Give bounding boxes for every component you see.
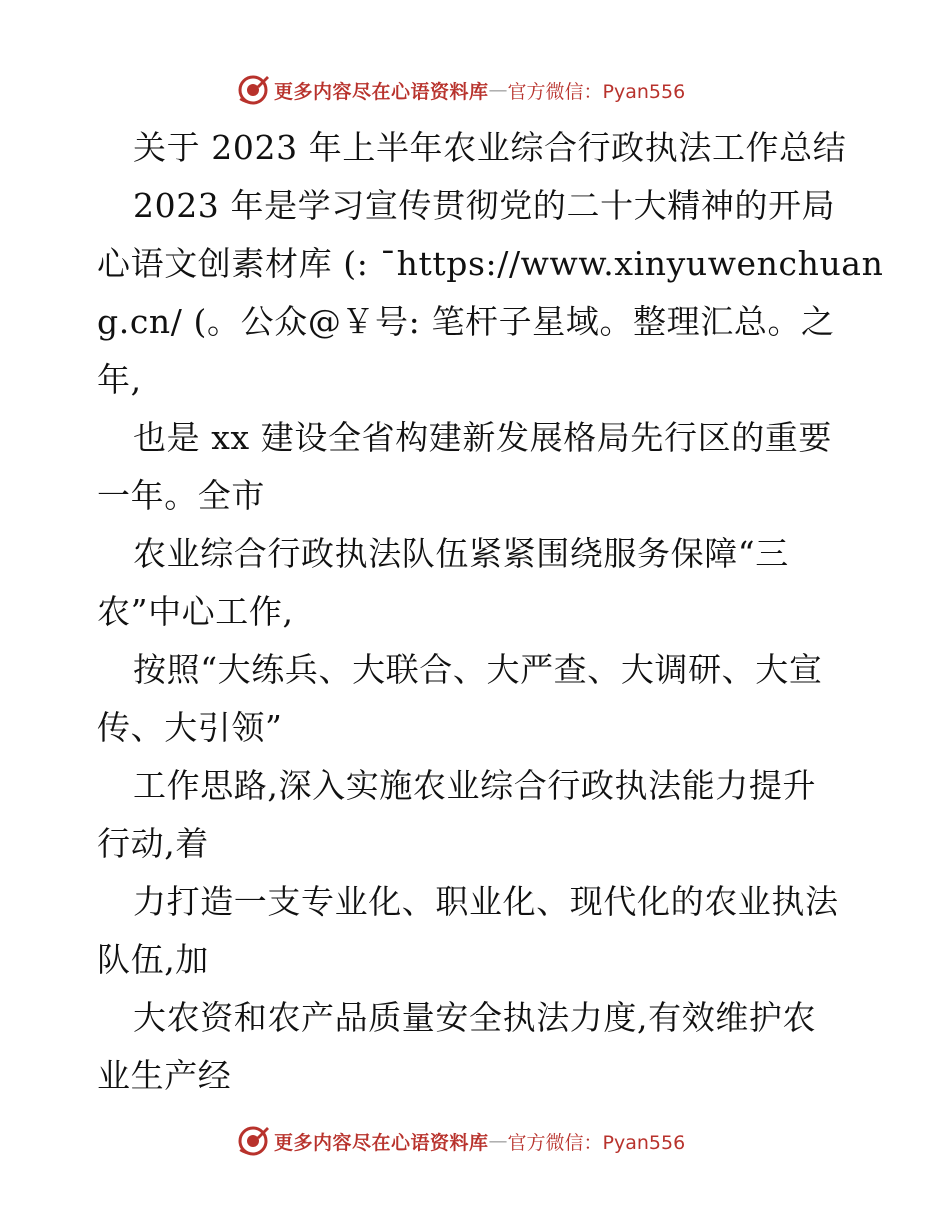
banner-separator: —: [488, 1130, 508, 1152]
paragraph-line: 也是 xx 建设全省构建新发展格局先行区的重要: [133, 418, 833, 457]
pen-logo-icon: [236, 73, 270, 107]
paragraph-line: 大农资和农产品质量安全执法力度,有效维护农: [133, 998, 817, 1037]
paragraph-line: 农业综合行政执法队伍紧紧围绕服务保障“三: [133, 534, 789, 573]
paragraph-line: 传、大引领”: [97, 708, 283, 747]
paragraph-line: 心语文创素材库 (: ¯https://www.xinyuwenchuan: [97, 244, 884, 283]
header-banner: [236, 72, 685, 108]
banner-separator: —: [488, 79, 508, 101]
banner-contact: 官方微信：Pyan556: [507, 1131, 686, 1154]
paragraph-line: 农”中心工作,: [97, 592, 294, 631]
footer-banner: [236, 1123, 685, 1159]
paragraph-line: 力打造一支专业化、职业化、现代化的农业执法: [133, 882, 839, 921]
banner-slogan: 更多内容尽在心语资料库: [274, 1131, 489, 1154]
pen-logo-icon: [236, 1124, 270, 1158]
paragraph-line: 按照“大练兵、大联合、大严查、大调研、大宣: [133, 650, 823, 689]
paragraph-line: 行动,着: [97, 824, 209, 863]
document-title: 关于 2023 年上半年农业综合行政执法工作总结: [133, 128, 847, 167]
paragraph-line: 年,: [97, 360, 142, 399]
paragraph-line: 工作思路,深入实施农业综合行政执法能力提升: [133, 766, 817, 805]
paragraph-line: g.cn/ (。公众@￥号: 笔杆子星域。整理汇总。之: [97, 302, 835, 341]
paragraph-line: 队伍,加: [97, 940, 209, 979]
banner-contact: 官方微信：Pyan556: [507, 80, 686, 103]
paragraph-line: 业生产经: [97, 1056, 232, 1095]
paragraph-line: 一年。全市: [97, 476, 265, 515]
banner-slogan: 更多内容尽在心语资料库: [274, 80, 489, 103]
paragraph-line: 2023 年是学习宣传贯彻党的二十大精神的开局: [133, 186, 836, 225]
